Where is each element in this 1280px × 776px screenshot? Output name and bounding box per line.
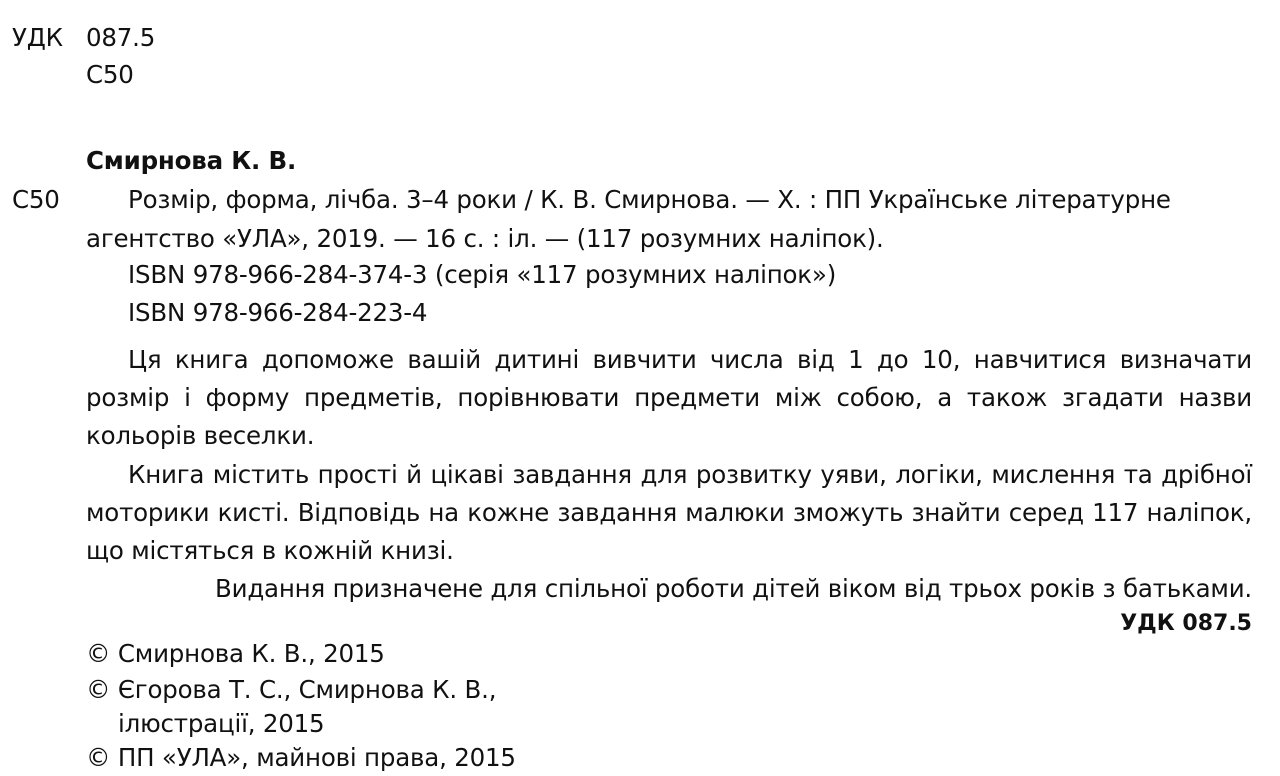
copyright-author: © Смирнова К. В., 2015 bbox=[86, 639, 385, 668]
udk-value: 087.5 bbox=[86, 23, 156, 52]
cutter-number: С50 bbox=[86, 60, 134, 89]
isbn-series: ISBN 978-966-284-374-3 (серія «117 розумних наліпок») bbox=[128, 260, 837, 289]
record-cutter-number: С50 bbox=[12, 185, 60, 214]
annotation-paragraph-2: Книга містить прості й цікаві завдання для розвитку уяви, логіки, мислення та дрібної моторики кисті. Відповідь на кожне завдання малюки зможуть знайти серед 117 наліпок, що містяться в кожній книзі. bbox=[86, 460, 1252, 565]
isbn-book: ISBN 978-966-284-223-4 bbox=[128, 298, 428, 327]
annotation-paragraph-1: Ця книга допоможе вашій дитині вивчити числа від 1 до 10, навчитися визначати розмір і форму предметів, порівнювати предмети між собою, а також згадати назви кольорів веселки. bbox=[86, 345, 1252, 450]
bibliographic-description-line-1: Розмір, форма, лічба. 3–4 роки / К. В. Смирнова. — Х. : ПП Українське літературне bbox=[128, 185, 1171, 214]
bibliographic-description-line-2: агентство «УЛА», 2019. — 16 с. : іл. — (117 розумних наліпок). bbox=[86, 224, 884, 253]
udk-label: УДК bbox=[12, 23, 63, 52]
copyright-publisher: © ПП «УЛА», майнові права, 2015 bbox=[86, 743, 516, 772]
copyright-illustrations-note: ілюстрації, 2015 bbox=[118, 709, 325, 738]
author-heading: Смирнова К. В. bbox=[86, 146, 297, 175]
copyright-illustrators: © Єгорова Т. С., Смирнова К. В., bbox=[86, 675, 497, 704]
udk-footer: УДК 087.5 bbox=[1120, 611, 1252, 636]
annotation-paragraph-3: Видання призначене для спільної роботи дітей віком від трьох років з батьками. bbox=[214, 574, 1252, 603]
